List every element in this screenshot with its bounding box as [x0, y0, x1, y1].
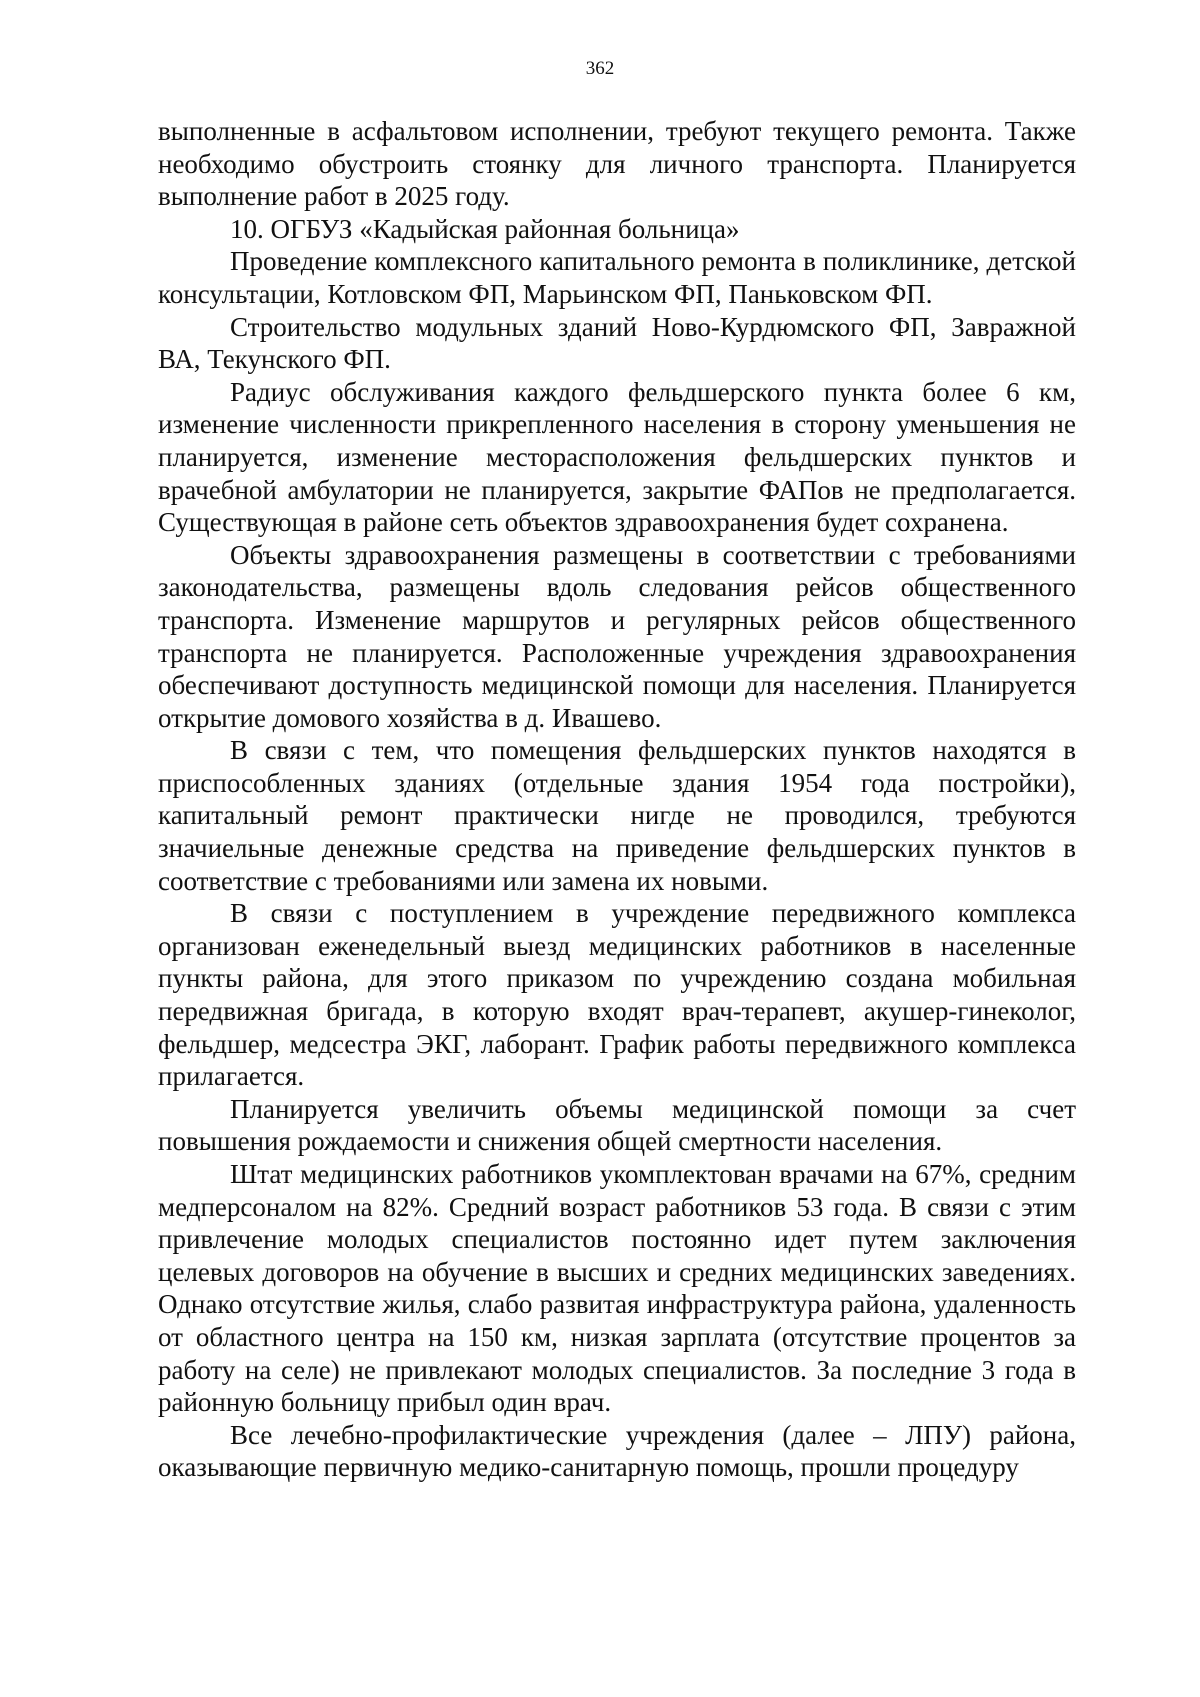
paragraph-mobile-complex: В связи с поступлением в учреждение передвижного комплекса организован еженедельный выезд медицинских работников в населенные пункты района, для этого приказом по учреждению создана мобильная передвижная бригада, в которую входят врач-терапевт, акушер-гинеколог, фельдшер, медсестра ЭКГ, лаборант. График работы передвижного комплекса прилагается. [158, 898, 1076, 1092]
document-body [158, 115, 1076, 1484]
paragraph-capital-repair: Проведение комплексного капитального ремонта в поликлинике, детской консультации, Котловском ФП, Марьинском ФП, Паньковском ФП. [158, 246, 1076, 309]
paragraph-primary-care-facilities: Все лечебно-профилактические учреждения (далее – ЛПУ) района, оказывающие первичную медико-санитарную помощь, прошли процедуру [158, 1419, 1076, 1483]
paragraph-staffing: Штат медицинских работников укомплектован врачами на 67%, средним медперсоналом на 82%. Средний возраст работников 53 года. В связи с этим привлечение молодых специалистов постоянно идет путем заключения целевых договоров на обучение в высших и средних медицинских заведениях. Однако отсутствие жилья, слабо развитая инфраструктура района, удаленность от областного центра на 150 км, низкая зарплата (отсутствие процентов за работу на селе) не привлекают молодых специалистов. За последние 3 года в районную больницу прибыл один врач. [158, 1159, 1076, 1418]
paragraph-facility-placement: Объекты здравоохранения размещены в соответствии с требованиями законодательства, размещены вдоль следования рейсов общественного транспорта. Изменение маршрутов и регулярных рейсов общественного транспорта не планируется. Расположенные учреждения здравоохранения обеспечивают доступность медицинской помощи для населения. Планируется открытие домового хозяйства в д. Ивашево. [158, 539, 1076, 733]
section-heading-kadyi-hospital: 10. ОГБУЗ «Кадыйская районная больница» [230, 213, 740, 244]
paragraph-care-volume: Планируется увеличить объемы медицинской помощи за счет повышения рождаемости и снижения общей смертности населения. [158, 1093, 1076, 1157]
page-number: 362 [585, 58, 615, 79]
paragraph-asphalt-roads: выполненные в асфальтовом исполнении, требуют текущего ремонта. Также необходимо обустроить стоянку для личного транспорта. Планируется выполнение работ в 2025 году. [158, 116, 1076, 212]
paragraph-modular-buildings: Строительство модульных зданий Ново-Курдюмского ФП, Завражной ВА, Текунского ФП. [158, 311, 1076, 375]
paragraph-service-radius: Радиус обслуживания каждого фельдшерского пункта более 6 км, изменение численности прикрепленного населения в сторону уменьшения не планируется, изменение месторасположения фельдшерских пунктов и врачебной амбулатории не планируется, закрытие ФАПов не предполагается. Существующая в районе сеть объектов здравоохранения будет сохранена. [158, 376, 1076, 538]
paragraph-adapted-buildings: В связи с тем, что помещения фельдшерских пунктов находятся в приспособленных зданиях (отдельные здания 1954 года постройки), капитальный ремонт практически нигде не проводился, требуются значиельные денежные средства на приведение фельдшерских пунктов в соответствие с требованиями или замена их новыми. [158, 735, 1076, 896]
